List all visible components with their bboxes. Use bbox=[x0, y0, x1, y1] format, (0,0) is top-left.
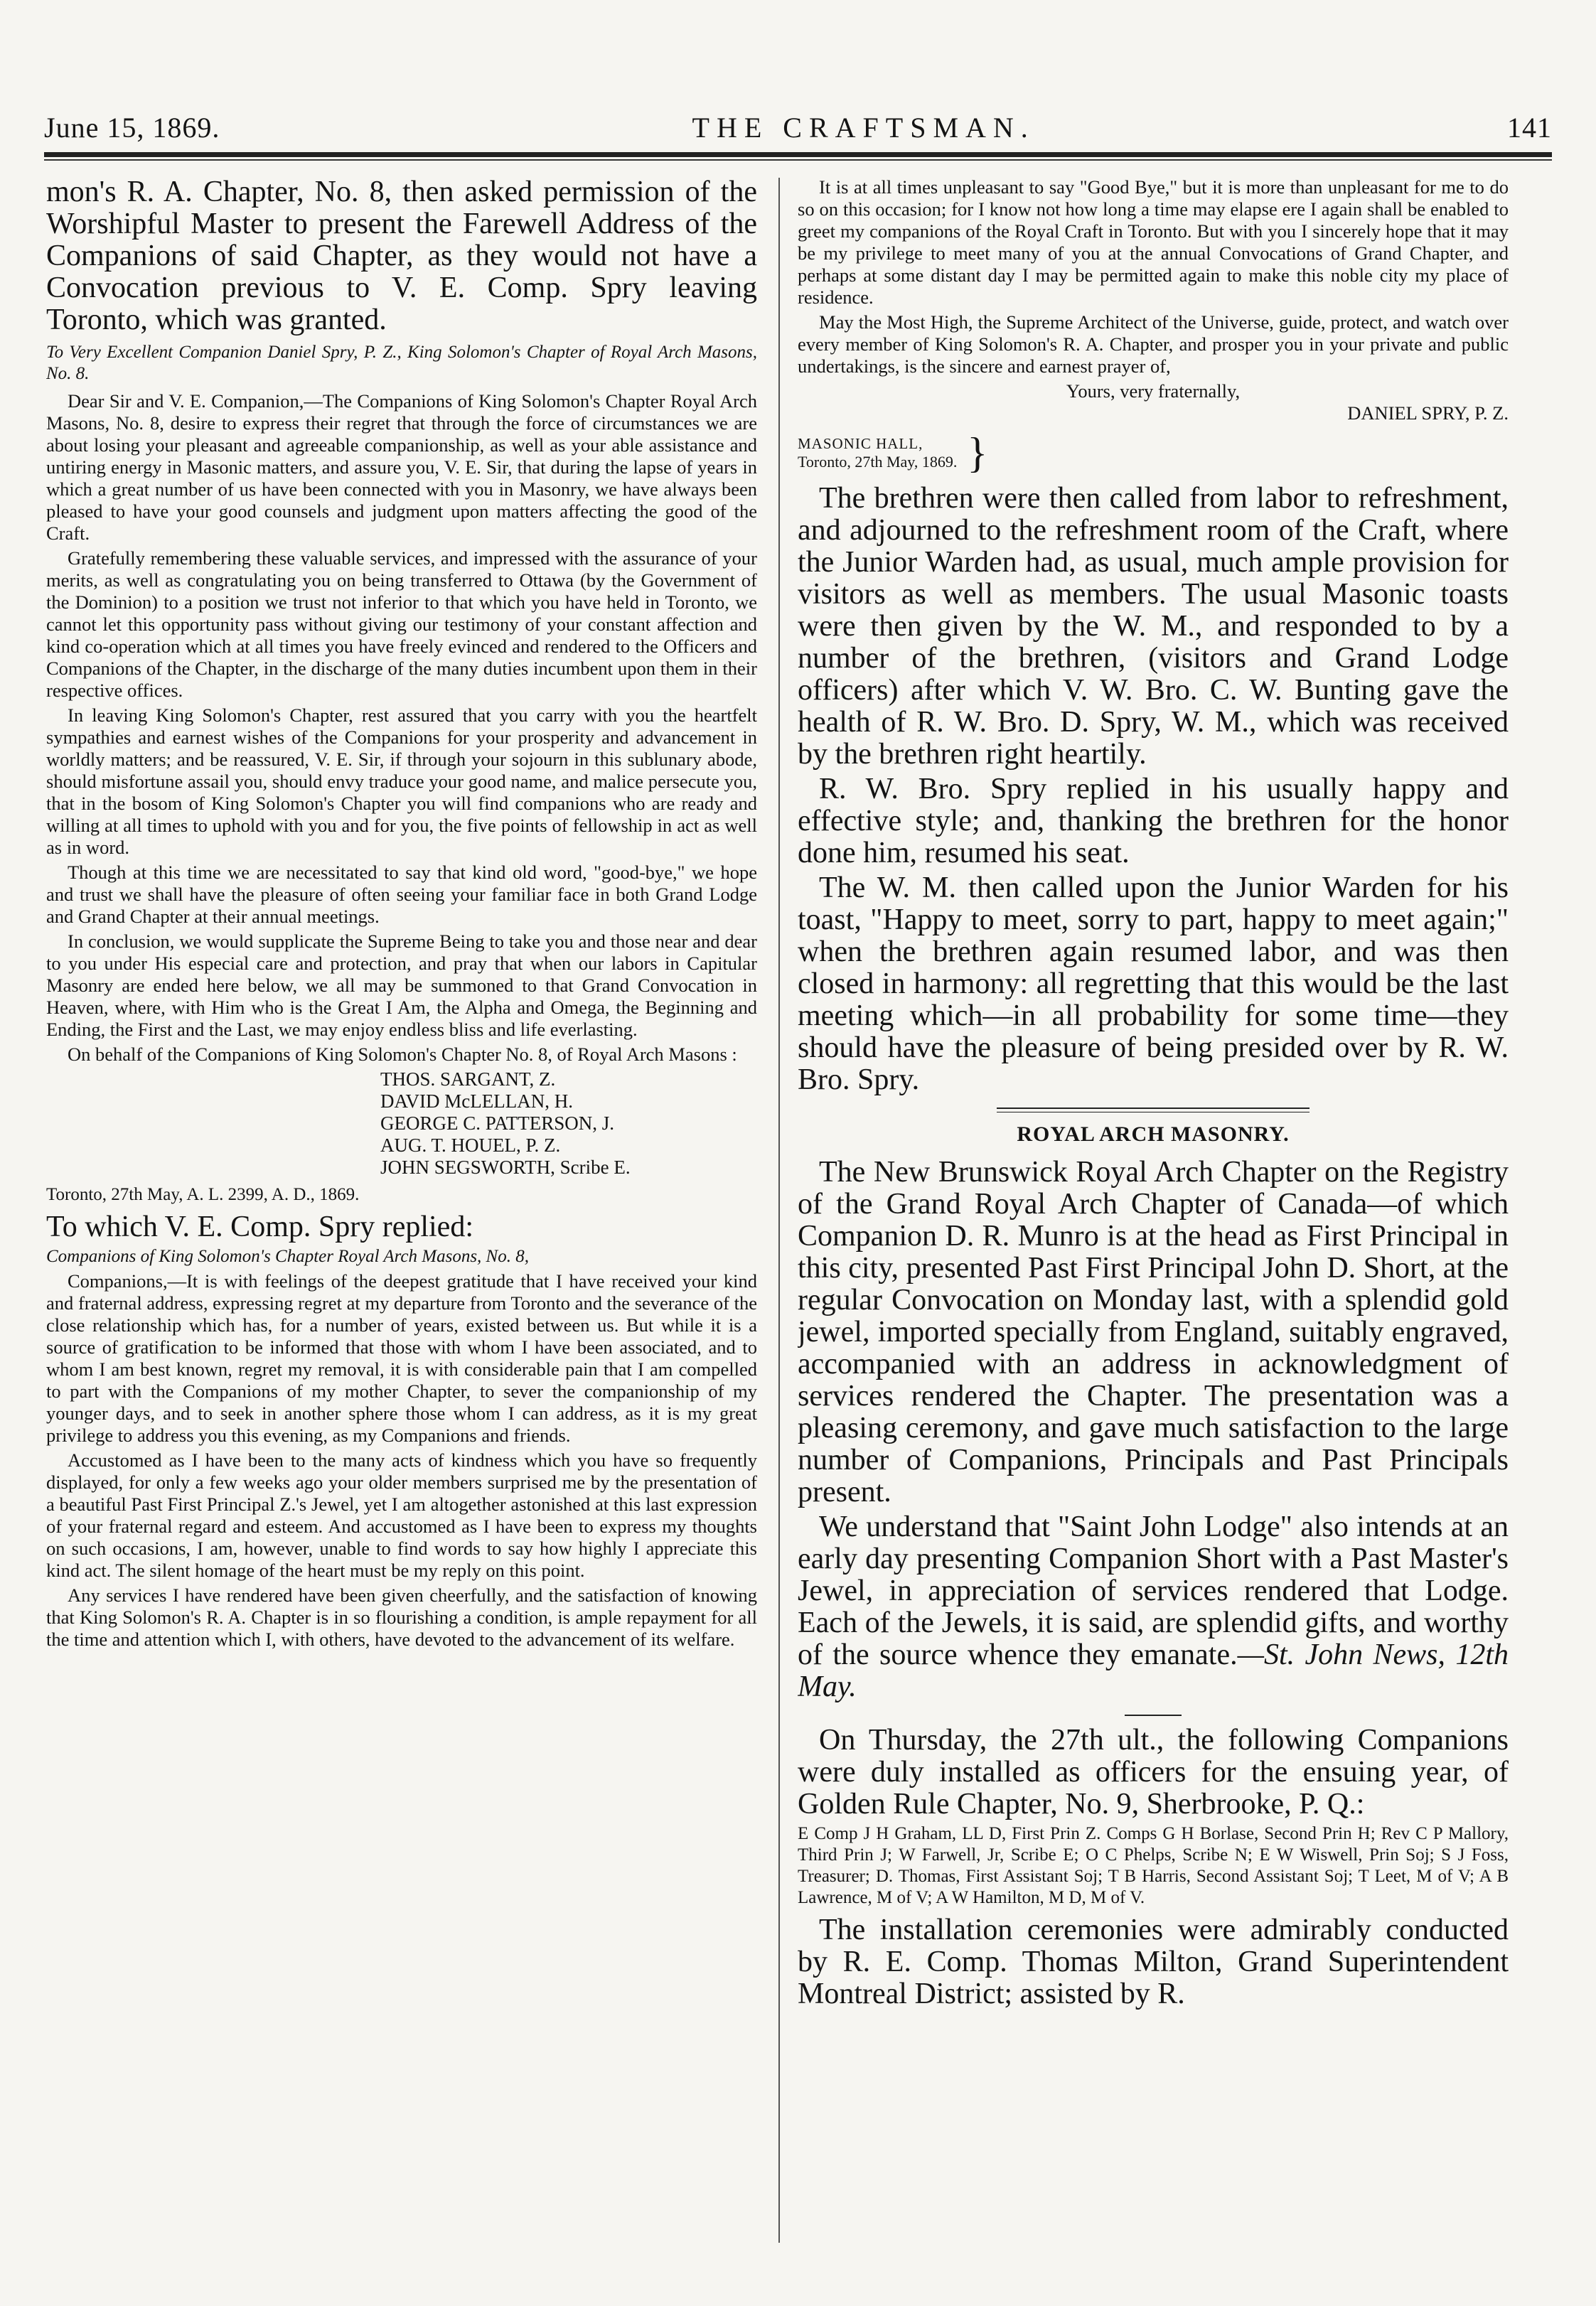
reply-closing: Yours, very fraternally, bbox=[1066, 380, 1241, 402]
signatory: JOHN SEGSWORTH, Scribe E. bbox=[380, 1157, 631, 1178]
section-paragraph-2-text: We understand that "Saint John Lodge" also intends at an early day presenting Companion Short with a Past Master's Jewel, in appreciation of services rendered that Lodge. Each of the Jewels, it is said, are splendid gifts, and worthy of the source whence they emanate. bbox=[798, 1511, 1509, 1671]
address-dateline: Toronto, 27th May, A. L. 2399, A. D., 1869. bbox=[46, 1185, 360, 1204]
reply-heading: To which V. E. Comp. Spry replied: bbox=[46, 1211, 473, 1243]
address-paragraph-1: Dear Sir and V. E. Companion,—The Companions of King Solomon's Chapter Royal Arch Masons, No. 8, desire to express their regret that through the force of circumstances we are about losing your pleasant and agreeable companionship, as well as your able assistance and untiring energy in Masonic matters, and assure you, V. E. Sir, that during the lapse of years in which a great number of us have been connected with you in Masonry, we have always been pleased to have your good counsels and judgment upon matters affecting the good of the Craft. bbox=[46, 390, 757, 544]
address-paragraph-6: On behalf of the Companions of King Solomon's Chapter No. 8, of Royal Arch Masons : bbox=[68, 1044, 737, 1065]
reply-salutation: Companions of King Solomon's Chapter Royal Arch Masons, No. 8, bbox=[46, 1247, 529, 1266]
news-source: —St. John News, 12th May. bbox=[798, 1639, 1509, 1703]
section-separator bbox=[997, 1108, 1310, 1112]
reply-paragraph-2: Accustomed as I have been to the many acts of kindness which you have so frequently displayed, for only a few weeks ago your older members surprised me by the presentation of a beautiful Past First Principal Z.'s Jewel, yet I am altogether astonished at this last expression of your fraternal regard and esteem. And accustomed as I have been to express my thoughts on such occasions, I am, however, unable to find words to say how highly I appreciate this kind act. The silent homage of the heart must be my reply on this point. bbox=[46, 1449, 757, 1581]
reply-signer: DANIEL SPRY, P. Z. bbox=[1347, 402, 1509, 424]
column-divider bbox=[778, 178, 780, 2243]
header-rule-thick bbox=[44, 152, 1552, 157]
reply-paragraph-3: Any services I have rendered have been given cheerfully, and the satisfaction of knowing that King Solomon's R. A. Chapter is in so flourishing a condition, is ample repayment for all the time and attention which I, with others, have devoted to the advancement of its welfare. bbox=[46, 1584, 757, 1650]
section-paragraph-2 bbox=[798, 1511, 1509, 1703]
reply-dateline bbox=[798, 431, 1509, 474]
news-paragraph-1: The brethren were then called from labor to refreshment, and adjourned to the refreshment room of the Craft, where the Junior Warden had, as usual, much ample provision for visitors as well as members. The usual Masonic toasts were then given by the W. M., and responded to by a number of the brethren, (visitors and Grand Lodge officers) after which V. W. Bro. C. W. Bunting gave the health of R. W. Bro. D. Spry, W. M., which was received by the brethren right heartily. bbox=[798, 482, 1509, 771]
right-column bbox=[798, 176, 1509, 2252]
intro-paragraph: mon's R. A. Chapter, No. 8, then asked permission of the Worshipful Master to present the Farewell Address of the Companions of said Chapter, as they would not have a Convocation previous to V. E. Comp. Spry leaving Toronto, which was granted. bbox=[46, 176, 757, 336]
address-salutation: To Very Excellent Companion Daniel Spry, P. Z., King Solomon's Chapter of Royal Arch Masons, No. 8. bbox=[46, 343, 757, 383]
hall-address bbox=[798, 434, 957, 471]
page-number: 141 bbox=[1507, 111, 1552, 144]
issue-date: June 15, 1869. bbox=[44, 111, 220, 144]
reply-paragraph-1: Companions,—It is with feelings of the deepest gratitude that I have received your kind and fraternal address, expressing regret at my departure from Toronto and the severance of the close relationship which has, for a number of years, existed between us. But while it is a source of gratification to be informed that those with whom I have been associated, and to whom I am best known, regret my removal, it is with considerable pain that I am compelled to part with the Companions of my mother Chapter, to sever the companionship of my younger days, and to seek in another sphere those whom I can address, as it is my great privilege to address you this evening, as my Companions and friends. bbox=[46, 1270, 757, 1446]
signatory: AUG. T. HOUEL, P. Z. bbox=[380, 1135, 561, 1156]
hall-name: MASONIC HALL, bbox=[798, 435, 923, 452]
news-paragraph-3: The W. M. then called upon the Junior Warden for his toast, "Happy to meet, sorry to part, happy to meet again;" when the brethren again resumed labor, and was then closed in harmony: all regretting that this would be the last meeting which—in all probability for some time—they should have the pleasure of being presided over by R. W. Bro. Spry. bbox=[798, 872, 1509, 1096]
left-column bbox=[46, 176, 757, 2252]
header-rule-thin bbox=[44, 159, 1552, 161]
section-heading: ROYAL ARCH MASONRY. bbox=[1017, 1122, 1290, 1146]
masthead-title: THE CRAFTSMAN. bbox=[692, 111, 1035, 144]
address-paragraph-2: Gratefully remembering these valuable services, and impressed with the assurance of your merits, as well as congratulating you on being transferred to Ottawa (by the Government of the Dominion) to a position we trust not inferior to that which you have held in Toronto, we cannot let this opportunity pass without giving our testimony of your constant affection and kind co-operation which at all times you have freely evinced and rendered to the Officers and Companions of the Chapter, in the discharge of the many duties incumbent upon them in their respective offices. bbox=[46, 547, 757, 701]
signatory-list bbox=[46, 1068, 757, 1179]
address-paragraph-4: Though at this time we are necessitated to say that kind old word, "good-bye," we hope and trust we shall have the pleasure of often seeing your familiar face in both Grand Lodge and Grand Chapter at their annual meetings. bbox=[46, 862, 757, 927]
short-separator bbox=[1125, 1715, 1182, 1716]
brace-glyph: } bbox=[967, 429, 988, 476]
address-paragraph-5: In conclusion, we would supplicate the Supreme Being to take you and those near and dear to you under His especial care and protection, and pray that when our labors in Capitular Masonry are ended here below, we all may be summoned to that Grand Convocation in Heaven, where, with Him who is the Great I Am, the Alpha and Omega, the Beginning and Ending, the First and the Last, we may enjoy endless bliss and life everlasting. bbox=[46, 931, 757, 1040]
address-paragraph-3: In leaving King Solomon's Chapter, rest assured that you carry with you the heartfelt sympathies and earnest wishes of the Companions for your prosperity and advancement in worldly matters; and be reassured, V. E. Sir, if through your sojourn in this sublunary abode, should misfortune assail you, should envy traduce your good name, and malice persecute you, that in the bosom of King Solomon's Chapter you will find companions who are ready and willing at all times to uphold with you and for you, the five points of fellowship in act as well as in word. bbox=[46, 704, 757, 858]
signatory: GEORGE C. PATTERSON, J. bbox=[380, 1112, 615, 1134]
officers-list: E Comp J H Graham, LL D, First Prin Z. Comps G H Borlase, Second Prin H; Rev C P Mallory, Third Prin J; W Farwell, Jr, Scribe E; O C Phelps, Scribe N; E W Wiswell, Prin Soj; S J Foss, Treasurer; D. Thomas, First Assistant Soj; T B Harris, Second Assistant Soj; T Leet, M of V; A B Lawrence, M of V; A W Hamilton, M D, M of V. bbox=[798, 1824, 1509, 1907]
page-header bbox=[44, 107, 1552, 148]
signatory: DAVID McLELLAN, H. bbox=[380, 1090, 573, 1112]
reply-paragraph-4: It is at all times unpleasant to say "Good Bye," but it is more than unpleasant for me to do so on this occasion; for I know not how long a time may elapse ere I again shall be enabled to greet my companions of the Royal Craft in Toronto. But with you I sincerely hope that it may be my privilege to meet many of you at the annual Convocations of Grand Chapter, and perhaps at some distant day I may be permitted again to make this noble city my place of residence. bbox=[798, 176, 1509, 308]
ceremony-paragraph: The installation ceremonies were admirably conducted by R. E. Comp. Thomas Milton, Grand Superintendent Montreal District; assisted by R. bbox=[798, 1914, 1509, 2010]
section-paragraph-1: The New Brunswick Royal Arch Chapter on the Registry of the Grand Royal Arch Chapter of Canada—of which Companion D. R. Munro is at the head as First Principal in this city, presented Past First Principal John D. Short, at the regular Convocation on Monday last, with a splendid gold jewel, imported specially from England, suitably engraved, accompanied with an address in acknowledgment of services rendered the Chapter. The presentation was a pleasing ceremony, and gave much satisfaction to the large number of Companions, Principals and Past Principals present. bbox=[798, 1156, 1509, 1508]
installation-paragraph: On Thursday, the 27th ult., the following Companions were duly installed as officers for the ensuing year, of Golden Rule Chapter, No. 9, Sherbrooke, P. Q.: bbox=[798, 1724, 1509, 1820]
reply-paragraph-5: May the Most High, the Supreme Architect of the Universe, guide, protect, and watch over every member of King Solomon's R. A. Chapter, and prosper you in your private and public undertakings, is the sincere and earnest prayer of, bbox=[798, 311, 1509, 377]
news-paragraph-2: R. W. Bro. Spry replied in his usually happy and effective style; and, thanking the brethren for the honor done him, resumed his seat. bbox=[798, 773, 1509, 869]
hall-date: Toronto, 27th May, 1869. bbox=[798, 453, 958, 471]
signatory: THOS. SARGANT, Z. bbox=[380, 1068, 556, 1090]
